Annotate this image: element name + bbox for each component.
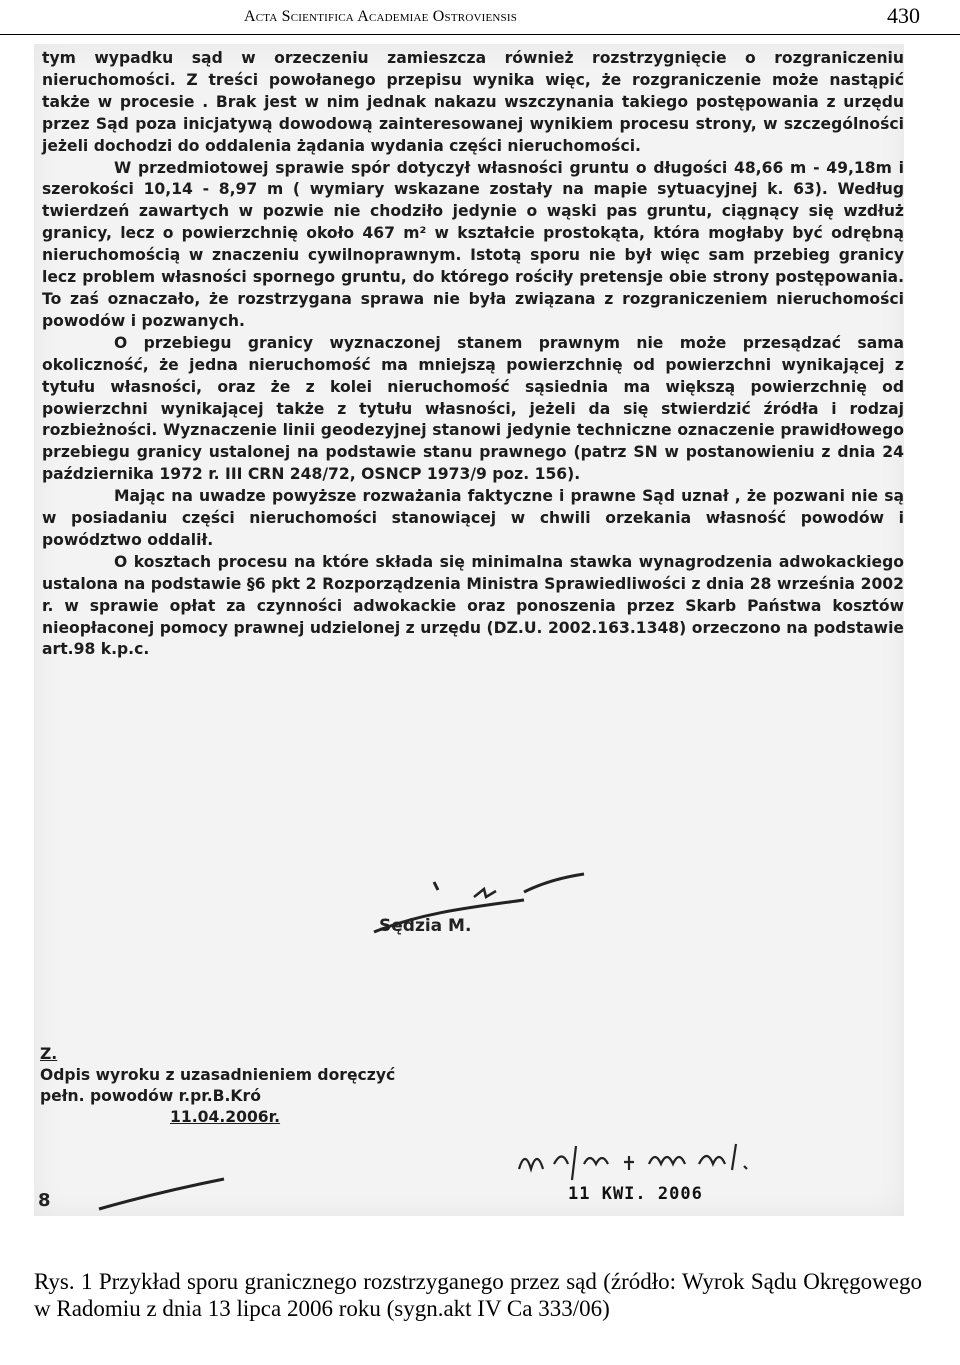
received-stamp-date: 11 KWI. 2006 [568,1184,703,1204]
ruling-paragraph: O kosztach procesu na które składa się minimalna stawka wynagrodzenia adwokackiego ustalona na podstawie §6 pkt 2 Rozporządzenia Ministra Sprawiedliwości z dnia 28 września 2002 r. w sprawie opłat za czynności adwokackie oraz ponoszenia przez Skarb Państwa kosztów nieopłaconej pomocy prawnej udzielonej z urzędu (DZ.U. 2002.163.1348) orzeczono na podstawie art.98 k.p.c. [42,552,904,659]
ruling-text [42,48,904,661]
handwritten-note [514,1134,774,1184]
initials-scribble [94,1174,234,1214]
clerk-mark: Z. [40,1045,58,1063]
ruling-paragraph: W przedmiotowej sprawie spór dotyczył własności gruntu o długości 48,66 m - 49,18m i szerokości 10,14 - 8,97 m ( wymiary wskazane zostały na mapie sytuacyjnej k. 63). Według twierdzeń zawartych w pozwie nie chodziło jedynie o wąski pas gruntu, ciągnący się wzdłuż granicy, lecz o powierzchnię około 467 m² w kształcie prostokąta, która mogłaby być odrębną nieruchomością w znaczeniu cywilnoprawnym. Istotą sporu nie był więc sam przebieg granicy lecz problem własności spornego gruntu, do którego rościły pretensje obie strony postępowania. To zaś oznaczało, że rozstrzygana sprawa nie była związana z rozgraniczeniem nieruchomości powodów i pozwanych. [42,158,904,330]
ruling-paragraph: O przebiegu granicy wyznaczonej stanem prawnym nie może przesądzać sama okoliczność, że jedna nieruchomość ma mniejszą powierzchnię od powierzchni wynikającej z tytułu własności, oraz że z kolei nieruchomość sąsiednia ma większą powierzchnię od powierzchni wynikającej także z tytułu własności, jeżeli da się stwierdzić źródła i rodzaj rozbieżności. Wyznaczenie linii geodezyjnej stanowi jedynie techniczne oznaczenie prawidłowego przebiegu granicy ustalonej na podstawie stanu prawnego (patrz SN w postanowieniu z dnia 24 października 1972 r. III CRN 248/72, OSNCP 1973/9 poz. 156). [42,333,904,484]
figure-caption: Rys. 1 Przykład sporu granicznego rozstrzyganego przez sąd (źródło: Wyrok Sądu Okręgowego w Radomiu z dnia 13 lipca 2006 roku (sygn.akt IV Ca 333/06) [34,1269,922,1321]
judge-label: Sędzia M. [379,916,472,936]
journal-title: Acta Scientifica Academiae Ostroviensis [244,8,518,25]
service-order-line: pełn. powodów r.pr.B.Kró [40,1087,261,1105]
service-order-line: Odpis wyroku z uzasadnieniem doręczyć [40,1066,396,1084]
ruling-paragraph: Mając na uwadze powyższe rozważania faktyczne i prawne Sąd uznał , że pozwani nie są w posiadaniu części nieruchomości stanowiącej w chwili orzekania własność powodów i powództwo oddalił. [42,487,904,549]
service-order [40,1044,395,1128]
scan-page-mark: 8 [38,1190,51,1211]
running-header [0,0,960,35]
scanned-court-ruling [34,44,904,1216]
ruling-paragraph: tym wypadku sąd w orzeczeniu zamieszcza również rozstrzygnięcie o rozgraniczeniu nieruchomości. Z treści powołanego przepisu wynika więc, że rozgraniczenie może nastąpić także w procesie . Brak jest w nim jednak nakazu wszczynania takiego postępowania z urzędu przez Sąd poza inicjatywą dowodową zainteresowanej wynikiem procesu strony, w szczególności jeżeli dochodzi do oddalenia żądania wydania części nieruchomości. [42,49,904,155]
page-number: 430 [887,3,920,28]
service-order-date: 11.04.2006r. [170,1108,281,1126]
